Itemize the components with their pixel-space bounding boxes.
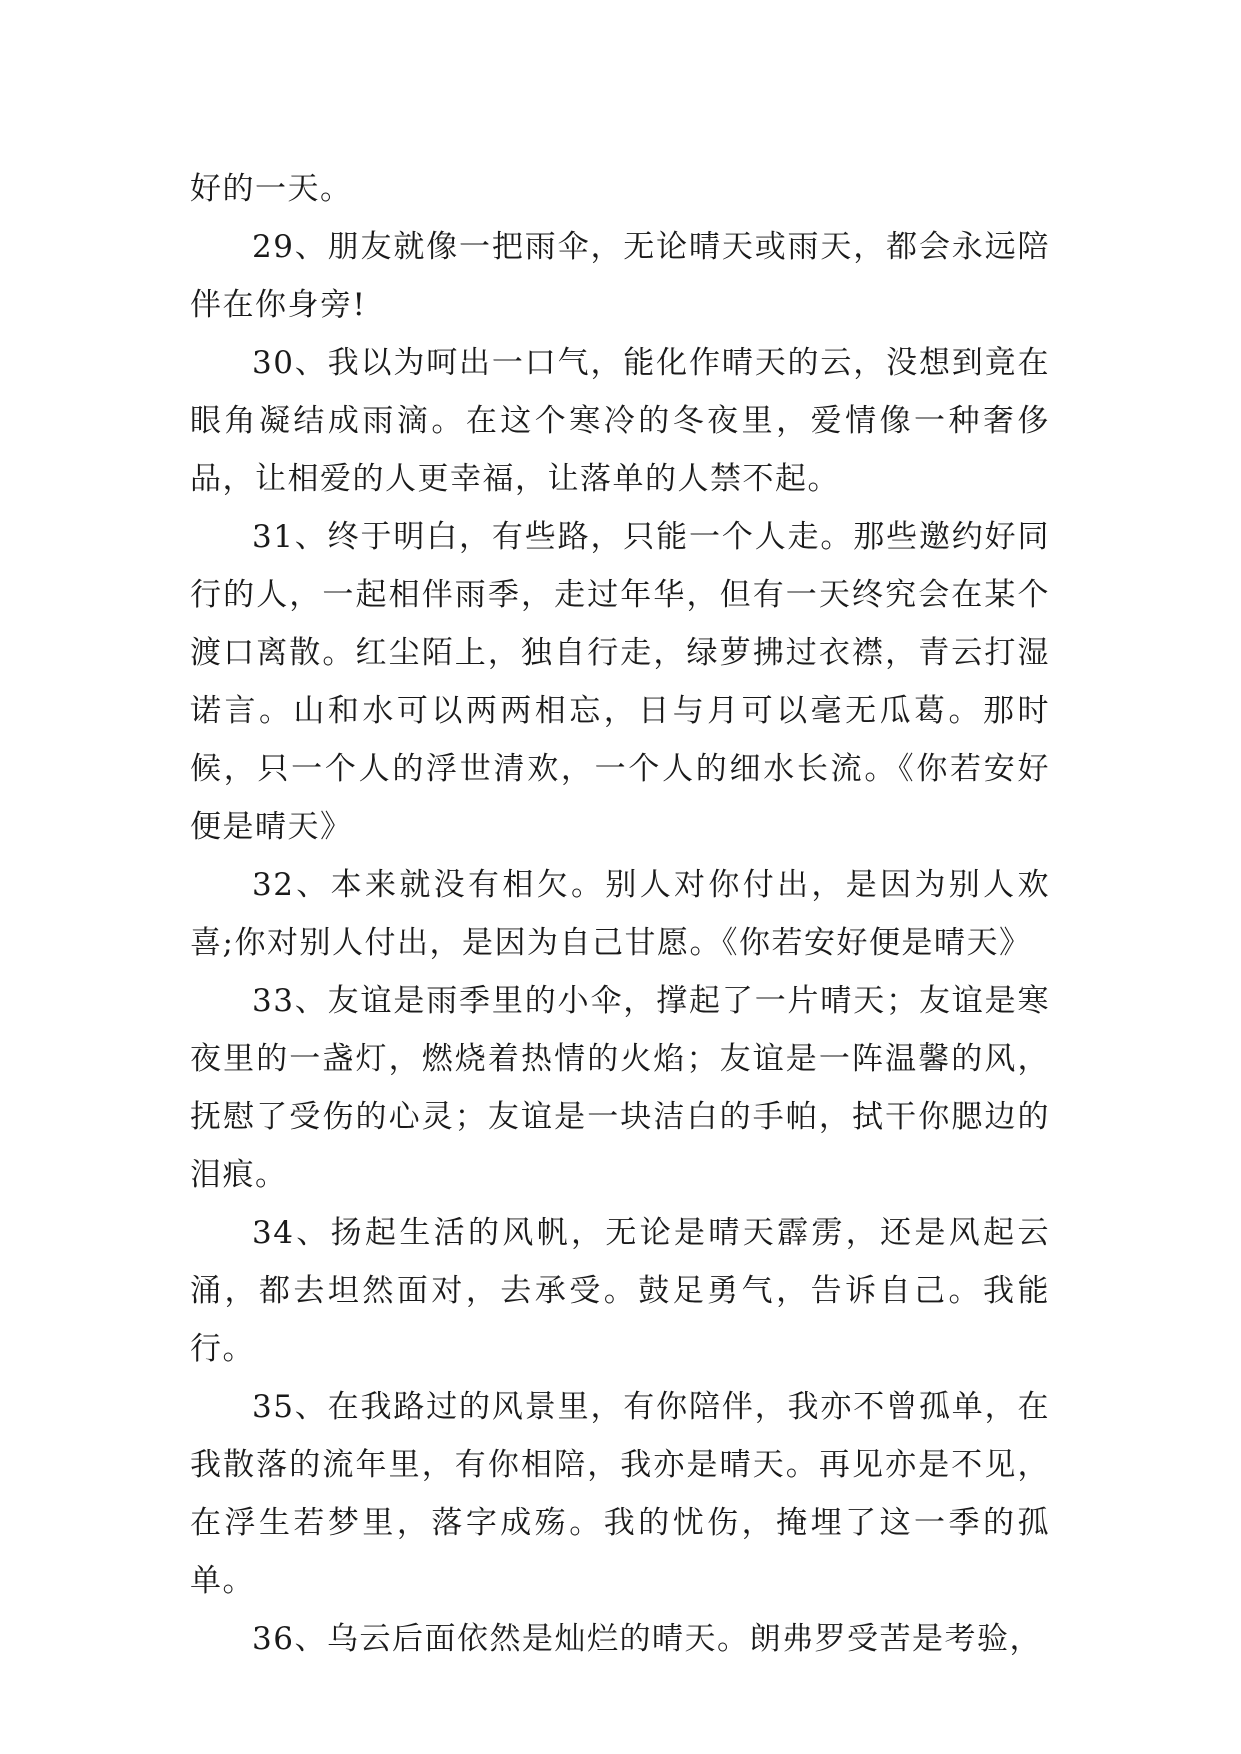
paragraph-33: 33、友谊是雨季里的小伞，撑起了一片晴天；友谊是寒夜里的一盏灯，燃烧着热情的火焰；友谊是一阵温馨的风，抚慰了受伤的心灵；友谊是一块洁白的手帕，拭干你腮边的泪痕。 xyxy=(190,983,1050,1193)
paragraph-36: 36、乌云后面依然是灿烂的晴天。朗弗罗受苦是考验， xyxy=(252,1621,1042,1657)
paragraph-29: 29、朋友就像一把雨伞，无论晴天或雨天，都会永远陪伴在你身旁! xyxy=(190,229,1050,323)
paragraph-35: 35、在我路过的风景里，有你陪伴，我亦不曾孤单，在我散落的流年里，有你相陪，我亦是晴天。再见亦是不见，在浮生若梦里，落字成殇。我的忧伤，掩埋了这一季的孤单。 xyxy=(190,1389,1050,1599)
paragraph-32: 32、本来就没有相欠。别人对你付出，是因为别人欢喜;你对别人付出，是因为自己甘愿。《你若安好便是晴天》 xyxy=(190,867,1050,961)
paragraph-31: 31、终于明白，有些路，只能一个人走。那些邀约好同行的人，一起相伴雨季，走过年华，但有一天终究会在某个渡口离散。红尘陌上，独自行走，绿萝拂过衣襟，青云打湿诺言。山和水可以两两相忘，日与月可以毫无瓜葛。那时候，只一个人的浮世清欢，一个人的细水长流。《你若安好便是晴天》 xyxy=(190,519,1050,845)
paragraph-34: 34、扬起生活的风帆，无论是晴天霹雳，还是风起云涌，都去坦然面对，去承受。鼓足勇气，告诉自己。我能行。 xyxy=(190,1215,1050,1367)
paragraph-continuation: 好的一天。 xyxy=(190,171,353,207)
paragraph-30: 30、我以为呵出一口气，能化作晴天的云，没想到竟在眼角凝结成雨滴。在这个寒冷的冬夜里，爱情像一种奢侈品，让相爱的人更幸福，让落单的人禁不起。 xyxy=(190,345,1050,497)
document-body xyxy=(190,160,1050,1668)
